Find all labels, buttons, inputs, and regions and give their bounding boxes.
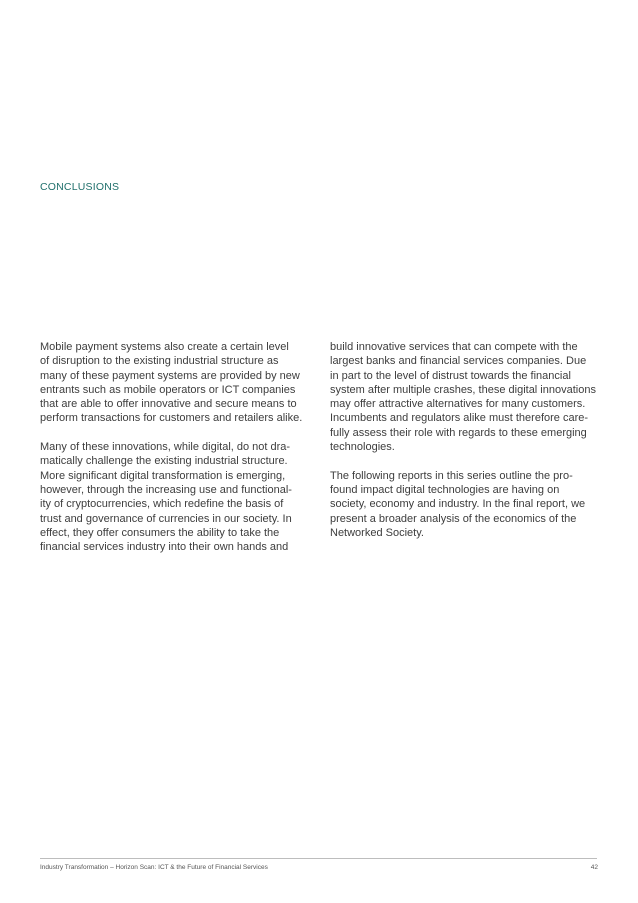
- text-column-right: [330, 340, 598, 554]
- paragraph: build innovative services that can compete with the largest banks and financial services companies. Due in part to the level of distrust towards the financial system after multiple crashes, these digital innovations may offer attractive alternatives for many customers. Incumbents and regulators alike must therefore care- fully assess their role with regards to these emerging technologies.: [330, 341, 596, 454]
- text-column-left: [40, 340, 308, 569]
- footer-divider: [40, 858, 597, 859]
- section-title: CONCLUSIONS: [40, 181, 120, 193]
- paragraph: The following reports in this series outline the pro- found impact digital technologies are having on society, economy and industry. In the final report, we present a broader analysis of the economics of the Networked Society.: [330, 469, 586, 539]
- paragraph: Many of these innovations, while digital, do not dra- matically challenge the existing industrial structure. More significant digital transformation is emerging, however, through the increasing use and functional- ity of cryptocurrencies, which redefine the basis of trust and governance of currencies in our society. In effect, they offer consumers the ability to take the financial services industry into their own hands and: [40, 441, 292, 554]
- paragraph: Mobile payment systems also create a certain level of disruption to the existing industrial structure as many of these payment systems are provided by new entrants such as mobile operators or ICT companies that are able to offer innovative and secure means to perform transactions for customers and retailers alike.: [40, 341, 303, 425]
- footer-title: Industry Transformation – Horizon Scan: ICT & the Future of Financial Services: [40, 864, 268, 871]
- page-number: 42: [590, 864, 598, 871]
